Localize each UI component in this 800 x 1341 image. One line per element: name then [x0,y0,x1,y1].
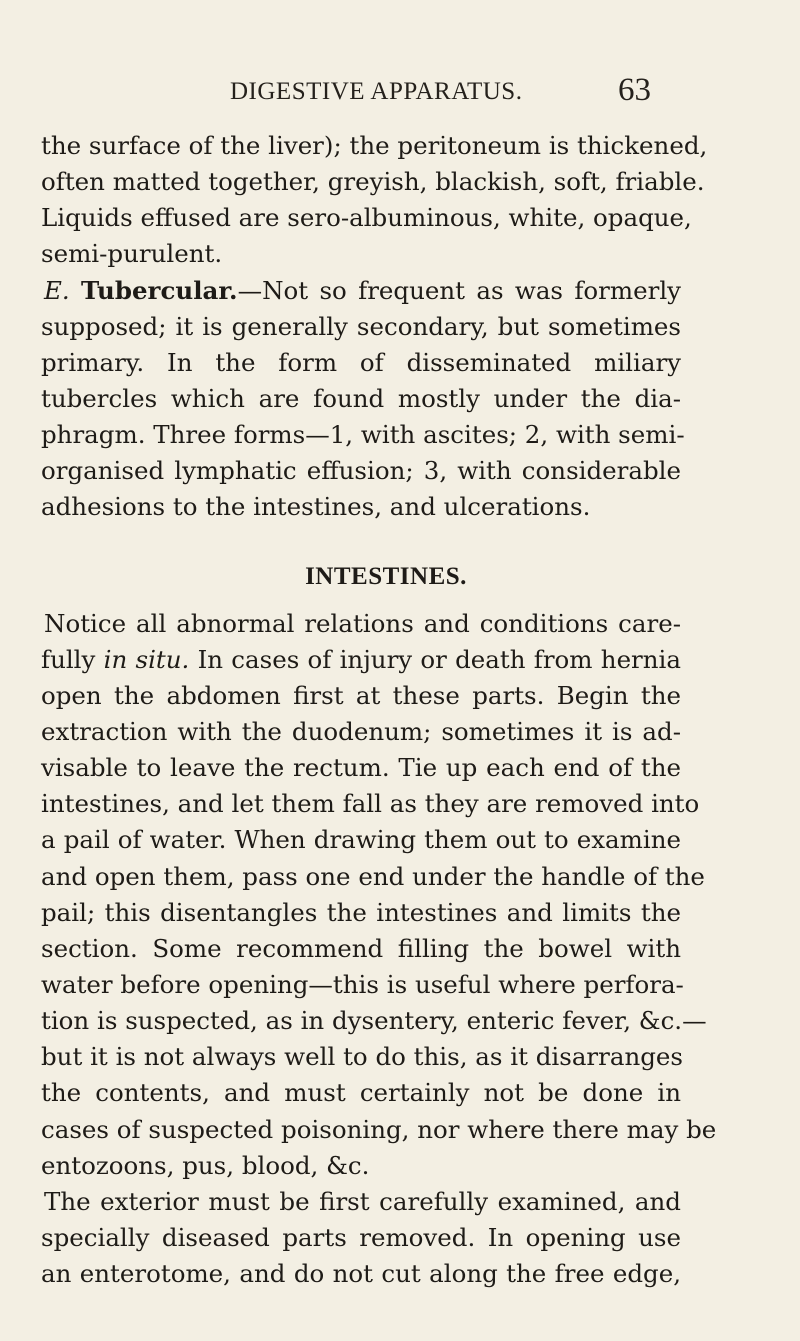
spacer [41,526,681,548]
section-marker: E. [44,275,70,305]
text-line [41,1184,681,1220]
text-line: primary. In the form of disseminated miliary [41,347,681,377]
body-text [41,128,717,1292]
text-span: —Not so frequent as was formerly [237,275,682,305]
text-line: phragm. Three forms—1, with ascites; 2, with semi- [41,420,685,450]
running-head [0,72,800,112]
text-line: a pail of water. When drawing them out to examine [41,825,681,855]
text-line: specially diseased parts removed. In opening use [41,1222,681,1252]
text-line: section. Some recommend filling the bowel with [41,933,681,963]
text-line: open the abdomen first at these parts. Begin the [41,680,681,710]
text-line: cases of suspected poisoning, nor where there may be [41,1114,717,1144]
text-line [41,642,681,678]
page-number: 63 [618,72,651,108]
text-line: an enterotome, and do not cut along the free edge, [41,1259,681,1289]
text-span: In cases of injury or death from hernia [189,644,681,674]
text-line: Liquids effused are sero-albuminous, white, opaque, [41,203,692,233]
text-line: pail; this disentangles the intestines and limits the [41,897,681,927]
text-line: but it is not always well to do this, as it disarranges [41,1042,683,1072]
text-line: water before opening—this is useful where perfora- [41,969,684,999]
text-line: supposed; it is generally secondary, but sometimes [41,311,681,341]
text-line: visable to leave the rectum. Tie up each end of the [41,753,681,783]
text-line: and open them, pass one end under the handle of the [41,861,705,891]
text-line [41,273,681,309]
subsection-title: Tubercular. [81,275,238,305]
text-line: intestines, and let them fall as they are removed into [41,789,700,819]
section-heading: INTESTINES. [305,562,467,590]
text-line: tubercles which are found mostly under the dia- [41,383,681,413]
text-line: often matted together, greyish, blackish, soft, friable. [41,167,705,197]
text-line: adhesions to the intestines, and ulcerations. [41,492,591,522]
italic-phrase: in situ. [103,644,190,674]
text-line: semi-purulent. [41,239,223,269]
text-span: fully [41,644,104,674]
text-span: Notice all abnormal relations and conditions care- [44,608,681,638]
text-line: extraction with the duodenum; sometimes it is ad- [41,716,681,746]
text-line: entozoons, pus, blood, &c. [41,1150,370,1180]
running-title: DIGESTIVE APPARATUS. [230,78,523,105]
text-line: tion is suspected, as in dysentery, enteric fever, &c.— [41,1006,707,1036]
text-line: the contents, and must certainly not be done in [41,1078,681,1108]
text-span: The exterior must be first carefully examined, and [44,1186,681,1216]
text-line: organised lymphatic effusion; 3, with considerable [41,456,681,486]
text-line [41,606,681,642]
text-line: the surface of the liver); the peritoneum is thickened, [41,131,708,160]
